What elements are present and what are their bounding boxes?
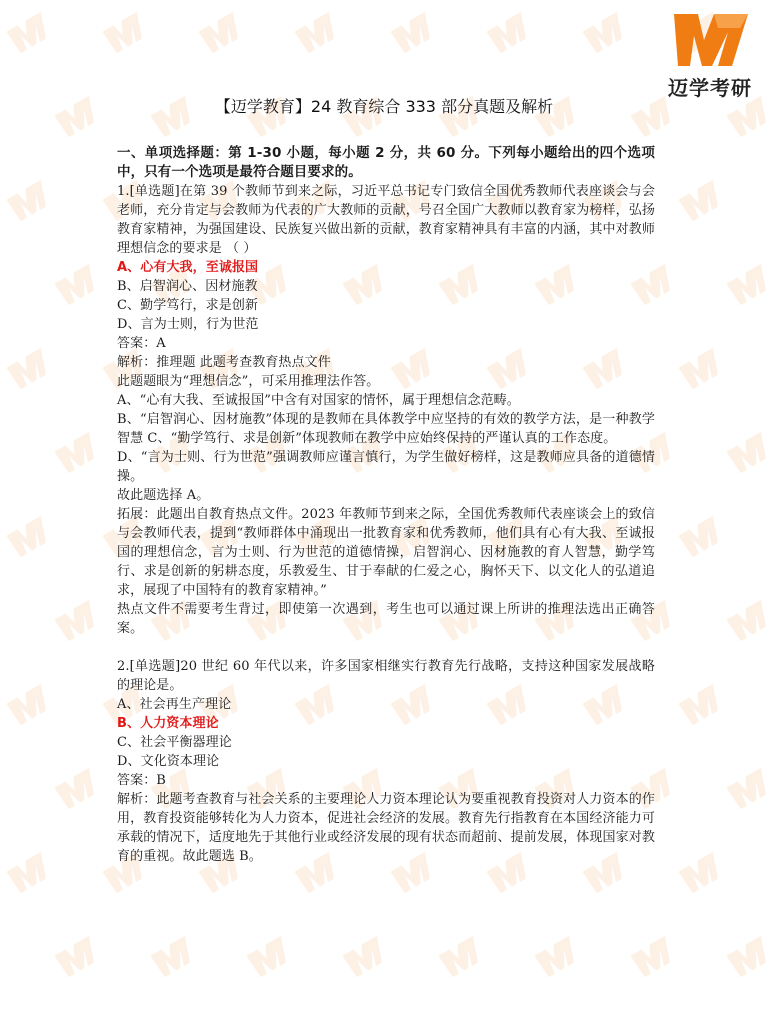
watermark-logo-icon xyxy=(726,936,768,979)
watermark-logo-icon xyxy=(6,12,54,55)
question-2-explanation: 解析：此题考查教育与社会关系的主要理论人力资本理论认为要重视教育投资对人力资本的作用，教育投资能够转化为人力资本，促进社会经济的发展。教育先行指教育在本国经济能力可承载的情况下，适度地先于其他行业或经济发展的现有状态而超前、提前发展，体现国家对教育的重视。故此题选 B。 xyxy=(117,792,655,864)
question-1-option-d: D、言为士则，行为世范 xyxy=(117,317,259,332)
watermark-logo-icon xyxy=(678,348,726,391)
question-1-note: 热点文件不需要考生背过，即使第一次遇到，考生也可以通过课上所讲的推理法选出正确答案。 xyxy=(117,602,655,636)
watermark-logo-icon xyxy=(150,936,198,979)
watermark-logo-icon xyxy=(6,684,54,727)
watermark-logo-icon xyxy=(726,264,768,307)
watermark-logo-icon xyxy=(198,12,246,55)
question-2-option-c: C、社会平衡器理论 xyxy=(117,735,232,750)
question-1-extension: 拓展：此题出自教育热点文件。2023 年教师节到来之际，全国优秀教师代表座谈会上的致信与会教师代表，提到“教师群体中涌现出一批教育家和优秀教师，他们具有心有大我、至诚报国的理想信念，言为士则、行为世范的道德情操，启智润心、因材施教的育人智慧，勤学笃行、求是创新的躬耕态度，乐教爱生、甘于奉献的仁爱之心，胸怀天下、以文化人的弘道追求，展现了中国特有的教育家精神。” xyxy=(117,507,655,598)
watermark-logo-icon xyxy=(294,12,342,55)
watermark-logo-icon xyxy=(6,180,54,223)
watermark-logo-icon xyxy=(438,936,486,979)
watermark-logo-icon xyxy=(678,180,726,223)
watermark-logo-icon xyxy=(54,768,102,811)
watermark-logo-icon xyxy=(246,936,294,979)
watermark-logo-icon xyxy=(342,936,390,979)
document-title: 【迈学教育】24 教育综合 333 部分真题及解析 xyxy=(214,97,554,116)
watermark-logo-icon xyxy=(54,264,102,307)
watermark-logo-icon xyxy=(54,600,102,643)
watermark-logo-icon xyxy=(726,432,768,475)
watermark-logo-icon xyxy=(678,684,726,727)
logo-text: 迈学考研 xyxy=(668,76,752,100)
question-1-explanation-6: 故此题选择 A。 xyxy=(117,488,210,503)
question-1-explanation-4: B、“启智润心、因材施教”体现的是教师在具体教学中应坚持的有效的教学方法，是一种教学智慧 C、“勤学笃行、求是创新”体现教师在教学中应始终保持的严谨认真的工作态度。 xyxy=(117,412,655,446)
watermark-logo-icon xyxy=(726,768,768,811)
question-1-option-c: C、勤学笃行，求是创新 xyxy=(117,298,259,313)
question-1-explanation-2: 此题题眼为“理想信念”，可采用推理法作答。 xyxy=(117,374,380,389)
question-1-explanation-5: D、“言为士则、行为世范”强调教师应谨言慎行，为学生做好榜样，这是教师应具备的道德情操。 xyxy=(117,450,655,484)
watermark-logo-icon xyxy=(54,432,102,475)
watermark-logo-icon xyxy=(486,12,534,55)
watermark-logo-icon xyxy=(6,516,54,559)
question-1-option-a: A、心有大我，至诚报国 xyxy=(117,260,259,275)
section-heading: 一、单项选择题：第 1-30 小题，每小题 2 分，共 60 分。下列每小题给出的四个选项中，只有一个选项是最符合题目要求的。 xyxy=(117,145,655,180)
question-2-option-d: D、文化资本理论 xyxy=(117,754,220,769)
document-body xyxy=(117,144,655,866)
watermark-logo-icon xyxy=(630,936,678,979)
question-2-option-b: B、人力资本理论 xyxy=(117,716,219,731)
question-1-explanation-1: 解析：推理题 此题考查教育热点文件 xyxy=(117,355,331,370)
watermark-logo-icon xyxy=(678,852,726,895)
question-2-answer: 答案：B xyxy=(117,773,166,788)
maixue-logo-icon xyxy=(674,14,748,66)
brand-logo xyxy=(664,14,756,100)
question-1-explanation-3: A、“心有大我、至诚报国”中含有对国家的情怀，属于理想信念范畴。 xyxy=(117,393,520,408)
question-1-answer: 答案：A xyxy=(117,336,166,351)
spacer xyxy=(117,638,655,657)
question-1-stem: 1.[单选题]在第 39 个教师节到来之际，习近平总书记专门致信全国优秀教师代表座谈会与会老师，充分肯定与会教师为代表的广大教师的贡献，号召全国广大教师以教育家为榜样，弘扬教育家精神，为强国建设、民族复兴做出新的贡献，教育家精神具有丰富的内涵，其中对教师理想信念的要求是 （ ） xyxy=(117,184,655,256)
question-2-stem: 2.[单选题]20 世纪 60 年代以来，许多国家相继实行教育先行战略，支持这种国家发展战略的理论是。 xyxy=(117,659,655,693)
watermark-logo-icon xyxy=(726,600,768,643)
watermark-logo-icon xyxy=(6,348,54,391)
question-2-option-a: A、社会再生产理论 xyxy=(117,697,232,712)
watermark-logo-icon xyxy=(54,936,102,979)
watermark-logo-icon xyxy=(534,936,582,979)
watermark-logo-icon xyxy=(102,12,150,55)
question-1-option-b: B、启智润心、因材施教 xyxy=(117,279,258,294)
watermark-logo-icon xyxy=(390,12,438,55)
watermark-logo-icon xyxy=(678,516,726,559)
watermark-logo-icon xyxy=(6,852,54,895)
watermark-logo-icon xyxy=(582,12,630,55)
